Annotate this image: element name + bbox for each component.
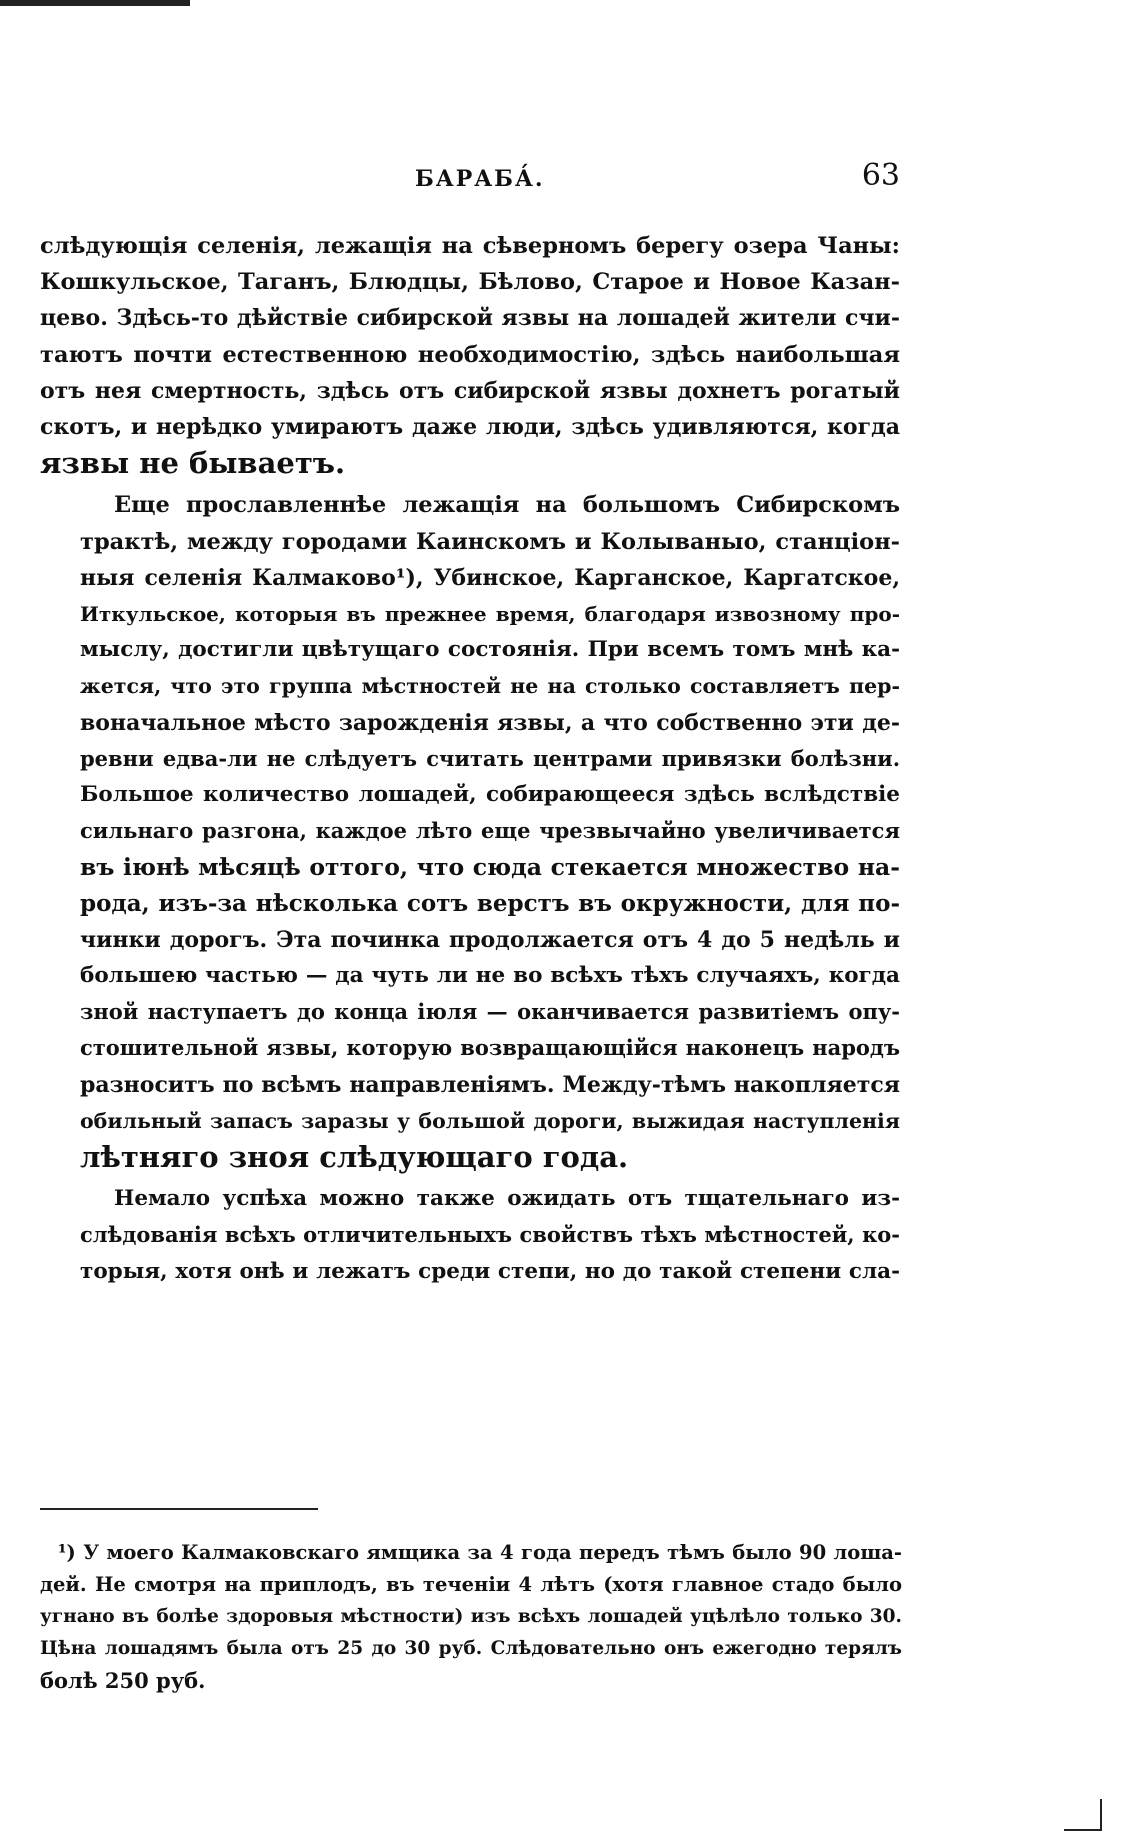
footnote-line: дей. Не смотря на приплодъ, въ теченіи 4 лѣтъ (хотя главное стадо было [40, 1573, 902, 1596]
page-number: 63 [861, 158, 900, 193]
text-line: обильный запасъ заразы у большой дороги, выжидая наступленія [80, 1108, 900, 1133]
footnote-line: ¹) У моего Калмаковскаго ямщика за 4 года передъ тѣмъ было 90 лоша- [58, 1541, 902, 1564]
text-line: отъ нея смертность, здѣсь отъ сибирской язвы дохнетъ рогатый [40, 377, 900, 404]
page-header [415, 158, 900, 198]
running-title: БАРАБА́. [415, 166, 545, 192]
text-line: Еще прославленнѣе лежащія на большомъ Сибирскомъ [114, 492, 900, 519]
body-text [40, 228, 900, 1290]
paragraph-2 [40, 487, 900, 1175]
scan-edge-mark [0, 0, 190, 6]
text-line: язвы не бываетъ. [40, 446, 346, 481]
text-line: мыслу, достигли цвѣтущаго состоянія. При всемъ томъ мнѣ ка- [80, 637, 900, 663]
text-line: стошительной язвы, которую возвращающійся наконецъ народъ [80, 1035, 900, 1061]
paragraph-1 [40, 228, 900, 481]
footnote-rule [40, 1508, 318, 1510]
text-line: трактѣ, между городами Каинскомъ и Колываныо, станціон- [80, 528, 900, 555]
footnote [40, 1537, 902, 1697]
text-line: сильнаго разгона, каждое лѣто еще чрезвычайно увеличивается [80, 818, 900, 844]
paragraph-3 [40, 1181, 900, 1290]
text-line: таютъ почти естественною необходимостію, здѣсь наибольшая [40, 341, 900, 368]
text-line: слѣдованія всѣхъ отличительныхъ свойствъ тѣхъ мѣстностей, ко- [80, 1222, 900, 1248]
text-line: Кошкульское, Таганъ, Блюдцы, Бѣлово, Старое и Новое Казан- [40, 269, 900, 296]
text-line: ревни едва-ли не слѣдуетъ считать центрами привязки болѣзни. [80, 745, 900, 771]
text-line: ныя селенія Калмаково¹), Убинское, Карганское, Каргатское, [80, 564, 900, 591]
text-line: большею частью — да чуть ли не во всѣхъ тѣхъ случаяхъ, когда [80, 963, 900, 989]
text-line: рода, изъ-за нѣсколька сотъ верстъ въ окружности, для по- [80, 889, 900, 917]
text-line: Большое количество лошадей, собирающееся здѣсь вслѣдствіе [80, 782, 900, 808]
text-line: чинки дорогъ. Эта починка продолжается отъ 4 до 5 недѣль и [80, 926, 900, 953]
text-line: разноситъ по всѣмъ направленіямъ. Между-тѣмъ накопляется [80, 1071, 900, 1098]
text-line: въ іюнѣ мѣсяцѣ оттого, что сюда стекается множество на- [80, 853, 900, 882]
text-line: зной наступаетъ до конца іюля — оканчивается развитіемъ опу- [80, 999, 900, 1025]
text-line: жется, что это группа мѣстностей не на столько составляетъ пер- [80, 674, 900, 699]
footnote-line: угнано въ болѣе здоровыя мѣстности) изъ всѣхъ лошадей уцѣлѣло только 30. [40, 1606, 902, 1627]
text-line: Немало успѣха можно также ожидать отъ тщательнаго из- [114, 1186, 900, 1212]
text-line: торыя, хотя онѣ и лежатъ среди степи, но до такой степени сла- [80, 1258, 900, 1284]
text-line: слѣдующія селенія, лежащія на сѣверномъ берегу озера Чаны: [40, 233, 900, 259]
text-line: цево. Здѣсь-то дѣйствіе сибирской язвы на лошадей жители счи- [40, 305, 900, 332]
footnote-line: Цѣна лошадямъ была отъ 25 до 30 руб. Слѣдовательно онъ ежегодно терялъ [40, 1638, 902, 1659]
text-line: воначальное мѣсто зарожденія язвы, а что собственно эти де- [80, 709, 900, 736]
scan-corner-mark [1064, 1799, 1102, 1831]
text-line: Иткульское, которыя въ прежнее время, благодаря извозному про- [80, 602, 900, 627]
text-line: лѣтняго зноя слѣдующаго года. [80, 1140, 629, 1175]
text-line: скотъ, и нерѣдко умираютъ даже люди, здѣсь удивляются, когда [40, 414, 900, 441]
footnote-line: болѣ 250 руб. [40, 1668, 206, 1693]
